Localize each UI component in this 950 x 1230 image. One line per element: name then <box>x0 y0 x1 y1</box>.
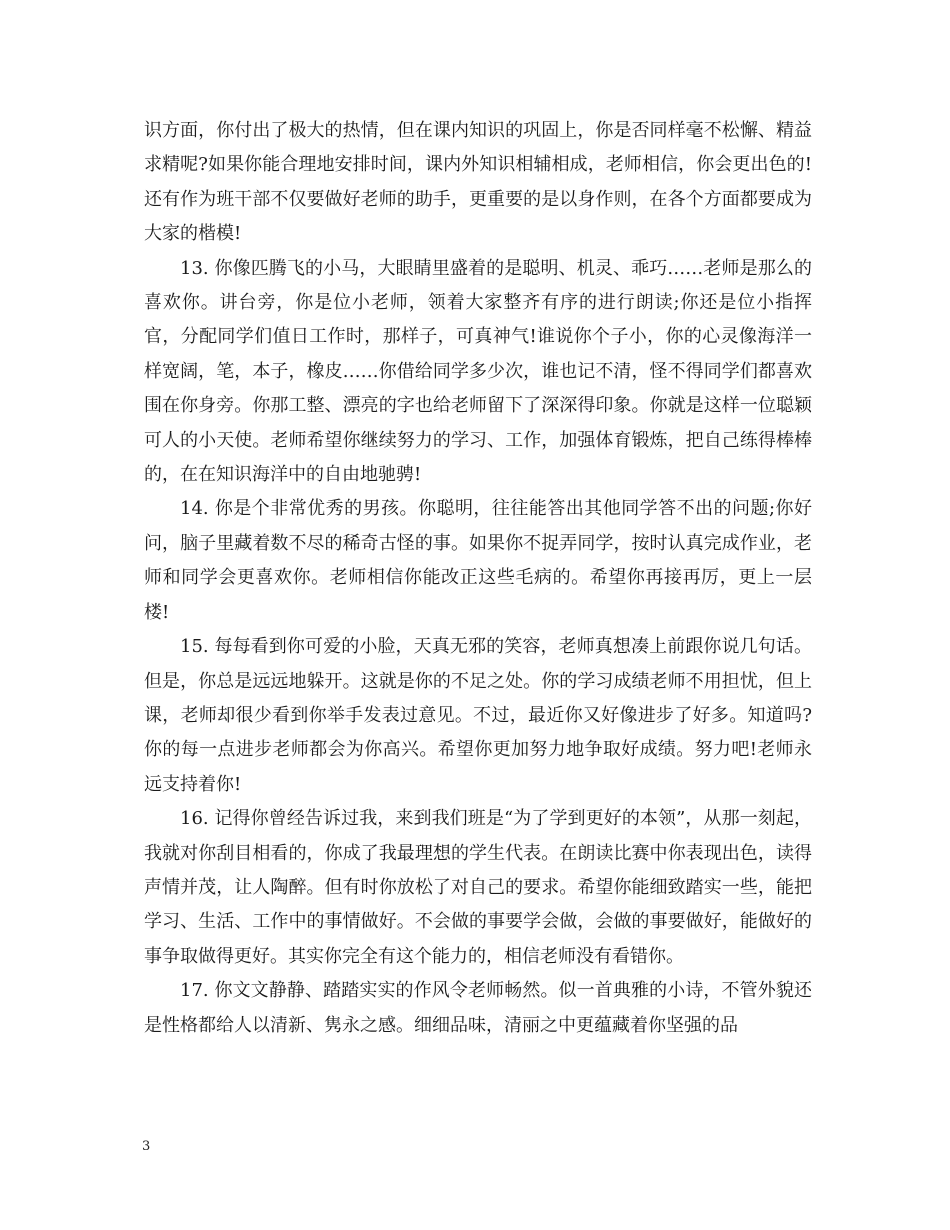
paragraph-15: 15. 每每看到你可爱的小脸，天真无邪的笑容，老师真想凑上前跟你说几句话。但是，你总是远远地躲开。这就是你的不足之处。你的学习成绩老师不用担忧，但上课，老师却很少看到你举手发表过意见。不过，最近你又好像进步了好多。知道吗?你的每一点进步老师都会为你高兴。希望你更加努力地争取好成绩。努力吧!老师永远支持着你! <box>144 636 812 795</box>
paragraph-12-continued: 识方面，你付出了极大的热情，但在课内知识的巩固上，你是否同样毫不松懈、精益求精呢?如果你能合理地安排时间，课内外知识相辅相成，老师相信，你会更出色的!还有作为班干部不仅要做好老师的助手，更重要的是以身作则，在各个方面都要成为大家的楷模! <box>144 120 812 245</box>
paragraph-13: 13. 你像匹腾飞的小马，大眼睛里盛着的是聪明、机灵、乖巧……老师是那么的喜欢你。讲台旁，你是位小老师，领着大家整齐有序的进行朗读;你还是位小指挥官，分配同学们值日工作时，那样子，可真神气!谁说你个子小，你的心灵像海洋一样宽阔，笔，本子，橡皮……你借给同学多少次，谁也记不清，怪不得同学们都喜欢围在你身旁。你那工整、漂亮的字也给老师留下了深深得印象。你就是这样一位聪颖可人的小天使。老师希望你继续努力的学习、工作，加强体育锻炼，把自己练得棒棒的，在在知识海洋中的自由地驰骋! <box>144 257 812 486</box>
page-number: 3 <box>142 1139 151 1154</box>
paragraph-14: 14. 你是个非常优秀的男孩。你聪明，往往能答出其他同学答不出的问题;你好问，脑子里藏着数不尽的稀奇古怪的事。如果你不捉弄同学，按时认真完成作业，老师和同学会更喜欢你。老师相信你能改正这些毛病的。希望你再接再厉，更上一层楼! <box>144 498 812 623</box>
paragraph-16: 16. 记得你曾经告诉过我，来到我们班是“为了学到更好的本领”，从那一刻起，我就对你刮目相看的，你成了我最理想的学生代表。在朗读比赛中你表现出色，读得声情并茂，让人陶醉。但有时你放松了对自己的要求。希望你能细致踏实一些，能把学习、生活、工作中的事情做好。不会做的事要学会做，会做的事要做好，能做好的事争取做得更好。其实你完全有这个能力的，相信老师没有看错你。 <box>144 808 812 967</box>
paragraph-17: 17. 你文文静静、踏踏实实的作风令老师畅然。似一首典雅的小诗，不管外貌还是性格都给人以清新、隽永之感。细细品味，清丽之中更蕴藏着你坚强的品 <box>144 980 812 1036</box>
document-body <box>144 114 812 1043</box>
